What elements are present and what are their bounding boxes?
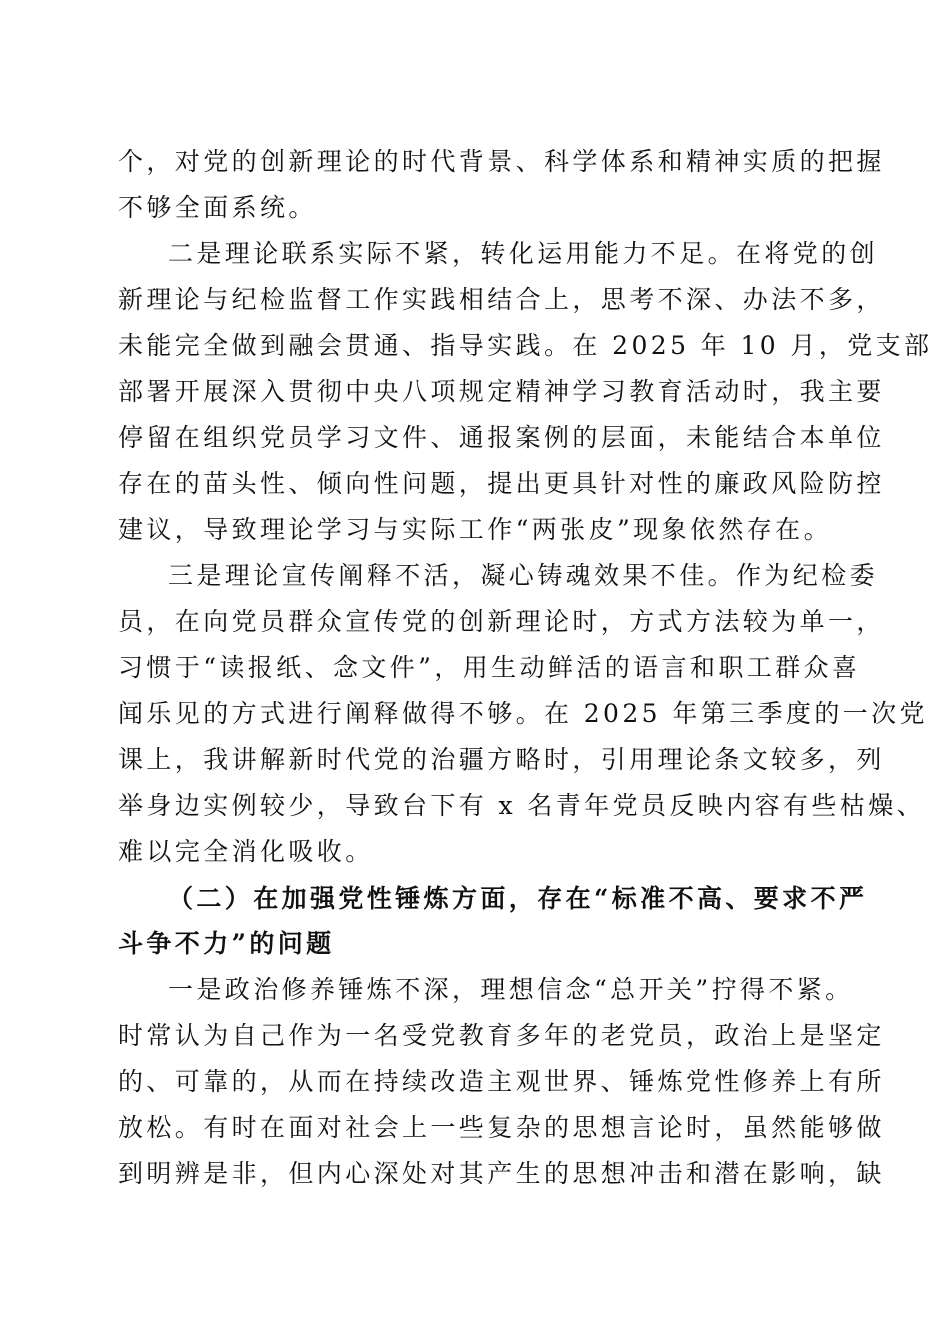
paragraph-line: 存在的苗头性、倾向性问题，提出更具针对性的廉政风险防控 <box>118 469 885 498</box>
paragraph-line: 难以完全消化吸收。 <box>118 837 374 866</box>
paragraph-line: 举身边实例较少，导致台下有 x 名青年党员反映内容有些枯燥、 <box>118 791 925 820</box>
paragraph-line: 部署开展深入贯彻中央八项规定精神学习教育活动时，我主要 <box>118 377 885 406</box>
paragraph-line: 新理论与纪检监督工作实践相结合上，思考不深、办法不多， <box>118 285 885 314</box>
paragraph-line: 个，对党的创新理论的时代背景、科学体系和精神实质的把握 <box>118 147 885 176</box>
paragraph-line: 的、可靠的，从而在持续改造主观世界、锤炼党性修养上有所 <box>118 1067 885 1096</box>
paragraph-line-topic: 三是理论宣传阐释不活，凝心铸魂效果不佳。作为纪检委 <box>168 561 879 590</box>
paragraph-line: 停留在组织党员学习文件、通报案例的层面，未能结合本单位 <box>118 423 885 452</box>
section-heading-continuation: 斗争不力”的问题 <box>118 929 335 958</box>
paragraph-line: 闻乐见的方式进行阐释做得不够。在 2025 年第三季度的一次党 <box>118 699 928 728</box>
paragraph-line: 课上，我讲解新时代党的治疆方略时，引用理论条文较多，列 <box>118 745 885 774</box>
paragraph-line-topic: 二是理论联系实际不紧，转化运用能力不足。在将党的创 <box>168 239 879 268</box>
paragraph-line: 员，在向党员群众宣传党的创新理论时，方式方法较为单一， <box>118 607 885 636</box>
paragraph-line: 放松。有时在面对社会上一些复杂的思想言论时，虽然能够做 <box>118 1113 885 1142</box>
section-heading: （二）在加强党性锤炼方面，存在“标准不高、要求不严 <box>168 884 868 913</box>
paragraph-line: 时常认为自己作为一名受党教育多年的老党员，政治上是坚定 <box>118 1021 885 1050</box>
paragraph-line: 建议，导致理论学习与实际工作“两张皮”现象依然存在。 <box>118 515 832 544</box>
paragraph-line: 不够全面系统。 <box>118 193 317 222</box>
paragraph-line: 到明辨是非，但内心深处对其产生的思想冲击和潜在影响，缺 <box>118 1159 885 1188</box>
paragraph-line: 未能完全做到融会贯通、指导实践。在 2025 年 10 月，党支部 <box>118 331 933 360</box>
paragraph-line: 习惯于“读报纸、念文件”，用生动鲜活的语言和职工群众喜 <box>118 653 861 682</box>
paragraph-line-topic: 一是政治修养锤炼不深，理想信念“总开关”拧得不紧。 <box>168 975 854 1004</box>
